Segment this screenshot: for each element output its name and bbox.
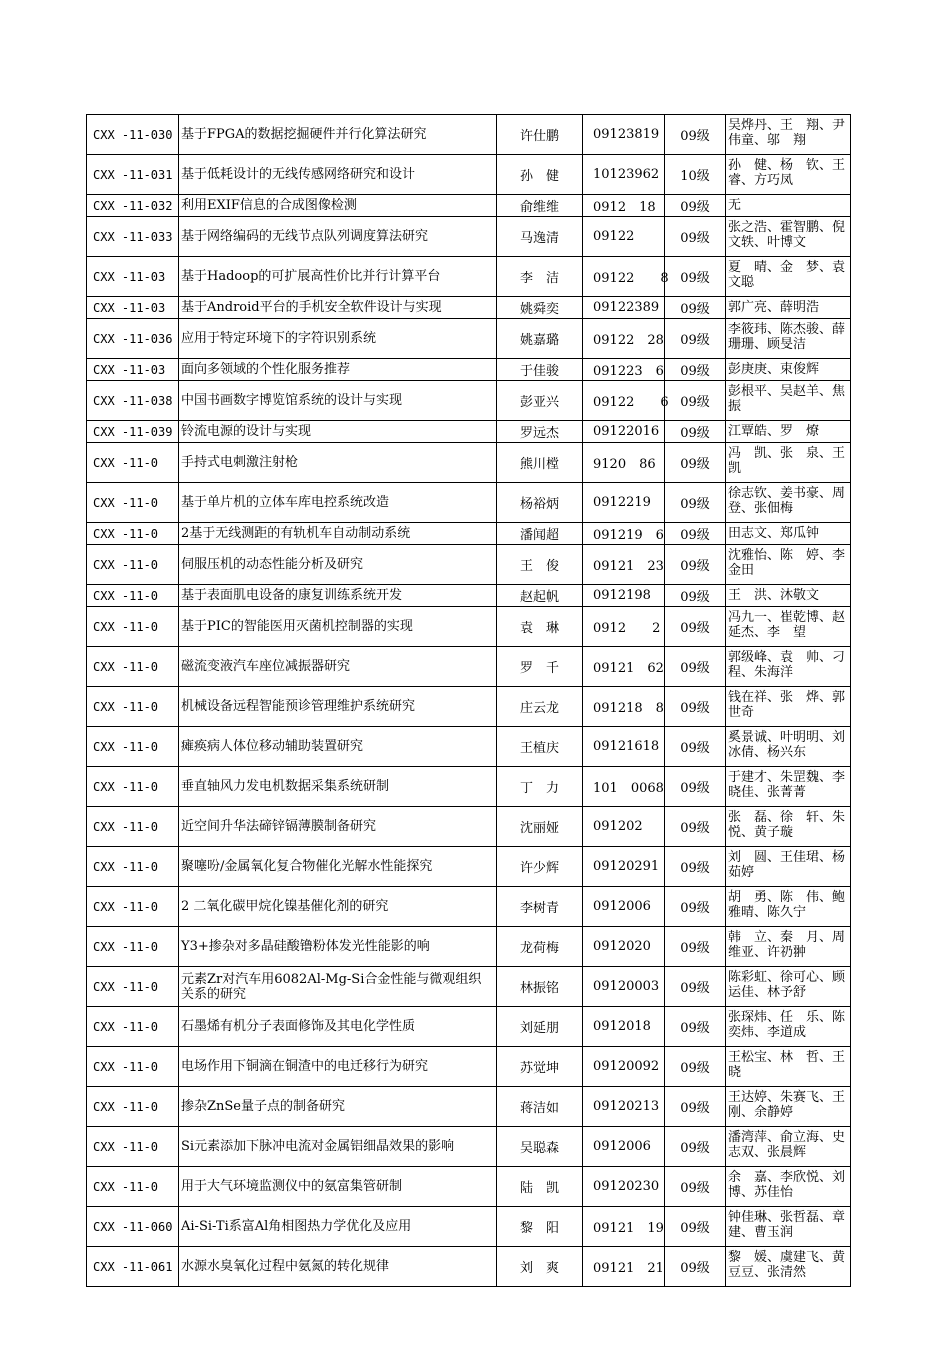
table-row xyxy=(87,967,851,1007)
team-members-cell: 徐志钦、姜书豪、周 登、张佃梅 xyxy=(726,483,851,523)
project-title-cell: 铃流电源的设计与实现 xyxy=(179,421,497,443)
project-id-cell: CXX -11-0 xyxy=(87,807,179,847)
team-members-cell: 奚景诚、叶明明、刘冰倩、杨兴东 xyxy=(726,727,851,767)
team-members-cell: 江覃皓、罗 燎 xyxy=(726,421,851,443)
project-id-cell: CXX -11-0 xyxy=(87,687,179,727)
project-id-cell: CXX -11-0 xyxy=(87,1167,179,1207)
project-title-cell: 基于网络编码的无线节点队列调度算法研究 xyxy=(179,217,497,257)
project-leader-cell: 李树青 xyxy=(497,887,583,927)
project-leader-cell: 彭亚兴 xyxy=(497,381,583,421)
table-row xyxy=(87,607,851,647)
student-number-cell: 09122016 xyxy=(583,421,665,443)
table-row xyxy=(87,421,851,443)
project-id-cell: CXX -11-0 xyxy=(87,1127,179,1167)
grade-cell: 09级 xyxy=(665,687,726,727)
project-leader-cell: 王 俊 xyxy=(497,545,583,585)
project-id-cell: CXX -11-0 xyxy=(87,523,179,545)
grade-cell: 09级 xyxy=(665,257,726,297)
team-members-cell: 沈雅怡、陈 婷、李金田 xyxy=(726,545,851,585)
table-row xyxy=(87,927,851,967)
project-title-cell: 垂直轴风力发电机数据采集系统研制 xyxy=(179,767,497,807)
table-row xyxy=(87,687,851,727)
grade-cell: 09级 xyxy=(665,767,726,807)
team-members-cell: 张 磊、徐 轩、朱 悦、黄子璇 xyxy=(726,807,851,847)
project-title-cell: 水源水臭氧化过程中氨氮的转化规律 xyxy=(179,1247,497,1287)
table-row xyxy=(87,523,851,545)
grade-cell: 09级 xyxy=(665,359,726,381)
grade-cell: 09级 xyxy=(665,545,726,585)
student-number-cell: 0912006 xyxy=(583,887,665,927)
project-title-cell: 伺服压机的动态性能分析及研究 xyxy=(179,545,497,585)
team-members-cell: 胡 勇、陈 伟、鲍雅晴、陈久宁 xyxy=(726,887,851,927)
project-id-cell: CXX -11-03 xyxy=(87,359,179,381)
table-row xyxy=(87,1087,851,1127)
team-members-cell: 钟佳琳、张哲磊、章 建、曹玉润 xyxy=(726,1207,851,1247)
project-id-cell: CXX -11-0 xyxy=(87,1087,179,1127)
team-members-cell: 郭广亮、薛明浩 xyxy=(726,297,851,319)
project-id-cell: CXX -11-0 xyxy=(87,607,179,647)
student-number-cell: 09122 6 xyxy=(583,381,665,421)
table-row xyxy=(87,1167,851,1207)
grade-cell: 09级 xyxy=(665,1207,726,1247)
project-title-cell: 石墨烯有机分子表面修饰及其电化学性质 xyxy=(179,1007,497,1047)
team-members-cell: 余 嘉、李欣悦、刘 博、苏佳怡 xyxy=(726,1167,851,1207)
table-row xyxy=(87,1007,851,1047)
table-row xyxy=(87,727,851,767)
project-leader-cell: 龙荷梅 xyxy=(497,927,583,967)
project-id-cell: CXX -11-0 xyxy=(87,545,179,585)
student-number-cell: 09120092 xyxy=(583,1047,665,1087)
project-title-cell: 掺杂ZnSe量子点的制备研究 xyxy=(179,1087,497,1127)
project-id-cell: CXX -11-032 xyxy=(87,195,179,217)
student-number-cell: 09123819 xyxy=(583,115,665,155)
team-members-cell: 李筱玮、陈杰骏、薛珊珊、顾旻洁 xyxy=(726,319,851,359)
grade-cell: 09级 xyxy=(665,887,726,927)
project-id-cell: CXX -11-0 xyxy=(87,927,179,967)
team-members-cell: 王 洪、沐敬文 xyxy=(726,585,851,607)
project-title-cell: 元素Zr对汽车用6082Al-Mg-Si合金性能与微观组织关系的研究 xyxy=(179,967,497,1007)
student-number-cell: 09121 19 xyxy=(583,1207,665,1247)
grade-cell: 09级 xyxy=(665,847,726,887)
student-number-cell: 09121618 xyxy=(583,727,665,767)
table-row xyxy=(87,195,851,217)
grade-cell: 09级 xyxy=(665,217,726,257)
project-leader-cell: 王植庆 xyxy=(497,727,583,767)
student-number-cell: 0912006 xyxy=(583,1127,665,1167)
grade-cell: 09级 xyxy=(665,607,726,647)
grade-cell: 10级 xyxy=(665,155,726,195)
team-members-cell: 钱在祥、张 烨、郭世奇 xyxy=(726,687,851,727)
grade-cell: 09级 xyxy=(665,585,726,607)
project-leader-cell: 丁 力 xyxy=(497,767,583,807)
team-members-cell: 郭级峰、袁 帅、刁 程、朱海洋 xyxy=(726,647,851,687)
grade-cell: 09级 xyxy=(665,195,726,217)
student-number-cell: 0912 18 xyxy=(583,195,665,217)
student-number-cell: 09122389 xyxy=(583,297,665,319)
project-title-cell: 近空间升华法碲锌镉薄膜制备研究 xyxy=(179,807,497,847)
project-id-cell: CXX -11-0 xyxy=(87,585,179,607)
project-leader-cell: 许少辉 xyxy=(497,847,583,887)
project-id-cell: CXX -11-0 xyxy=(87,1047,179,1087)
project-title-cell: 中国书画数字博览馆系统的设计与实现 xyxy=(179,381,497,421)
table-row xyxy=(87,155,851,195)
student-number-cell: 09122 8 xyxy=(583,257,665,297)
project-leader-cell: 罗 千 xyxy=(497,647,583,687)
project-leader-cell: 刘 爽 xyxy=(497,1247,583,1287)
project-leader-cell: 黎 阳 xyxy=(497,1207,583,1247)
project-leader-cell: 潘闻超 xyxy=(497,523,583,545)
project-title-cell: Y3+掺杂对多晶硅酸镥粉体发光性能影的响 xyxy=(179,927,497,967)
table-row xyxy=(87,359,851,381)
project-leader-cell: 姚舜奕 xyxy=(497,297,583,319)
project-leader-cell: 刘延朋 xyxy=(497,1007,583,1047)
project-leader-cell: 熊川樘 xyxy=(497,443,583,483)
student-number-cell: 09120003 xyxy=(583,967,665,1007)
table-row xyxy=(87,847,851,887)
project-title-cell: 电场作用下铜滴在铜渣中的电迁移行为研究 xyxy=(179,1047,497,1087)
project-id-cell: CXX -11-0 xyxy=(87,727,179,767)
project-leader-cell: 于佳骏 xyxy=(497,359,583,381)
team-members-cell: 王松宝、林 哲、王 晓 xyxy=(726,1047,851,1087)
team-members-cell: 王达婷、朱赛飞、王 刚、余静婷 xyxy=(726,1087,851,1127)
student-number-cell: 091223 6 xyxy=(583,359,665,381)
project-title-cell: 聚噻吩/金属氧化复合物催化光解水性能探究 xyxy=(179,847,497,887)
project-title-cell: 基于表面肌电设备的康复训练系统开发 xyxy=(179,585,497,607)
grade-cell: 09级 xyxy=(665,1247,726,1287)
grade-cell: 09级 xyxy=(665,967,726,1007)
project-leader-cell: 马逸清 xyxy=(497,217,583,257)
grade-cell: 09级 xyxy=(665,297,726,319)
project-title-cell: 机械设备远程智能预诊管理维护系统研究 xyxy=(179,687,497,727)
student-number-cell: 091219 6 xyxy=(583,523,665,545)
table-row xyxy=(87,1047,851,1087)
grade-cell: 09级 xyxy=(665,523,726,545)
project-leader-cell: 吴聪森 xyxy=(497,1127,583,1167)
student-number-cell: 09121 21 xyxy=(583,1247,665,1287)
team-members-cell: 吴烨丹、王 翔、尹伟童、邬 翔 xyxy=(726,115,851,155)
project-title-cell: 基于FPGA的数据挖掘硬件并行化算法研究 xyxy=(179,115,497,155)
project-id-cell: CXX -11-036 xyxy=(87,319,179,359)
team-members-cell: 无 xyxy=(726,195,851,217)
project-leader-cell: 蒋洁如 xyxy=(497,1087,583,1127)
table-row xyxy=(87,585,851,607)
project-id-cell: CXX -11-039 xyxy=(87,421,179,443)
team-members-cell: 张琛炜、任 乐、陈奕炜、李道成 xyxy=(726,1007,851,1047)
table-row xyxy=(87,257,851,297)
project-leader-cell: 袁 琳 xyxy=(497,607,583,647)
project-title-cell: 应用于特定环境下的字符识别系统 xyxy=(179,319,497,359)
project-leader-cell: 孙 健 xyxy=(497,155,583,195)
project-id-cell: CXX -11-03 xyxy=(87,297,179,319)
project-leader-cell: 陆 凯 xyxy=(497,1167,583,1207)
team-members-cell: 刘 圆、王佳珺、杨茹婷 xyxy=(726,847,851,887)
team-members-cell: 张之浩、霍智鹏、倪文轶、叶博文 xyxy=(726,217,851,257)
project-leader-cell: 李 洁 xyxy=(497,257,583,297)
grade-cell: 09级 xyxy=(665,319,726,359)
project-leader-cell: 杨裕炳 xyxy=(497,483,583,523)
project-title-cell: 基于单片机的立体车库电控系统改造 xyxy=(179,483,497,523)
table-row xyxy=(87,381,851,421)
grade-cell: 09级 xyxy=(665,1127,726,1167)
student-number-cell: 9120 86 xyxy=(583,443,665,483)
student-number-cell: 091202 xyxy=(583,807,665,847)
student-number-cell: 09122 28 xyxy=(583,319,665,359)
grade-cell: 09级 xyxy=(665,1167,726,1207)
student-number-cell: 091218 8 xyxy=(583,687,665,727)
grade-cell: 09级 xyxy=(665,443,726,483)
team-members-cell: 冯九一、崔乾博、赵延杰、李 望 xyxy=(726,607,851,647)
project-title-cell: 瘫痪病人体位移动辅助装置研究 xyxy=(179,727,497,767)
project-leader-cell: 赵起帆 xyxy=(497,585,583,607)
project-leader-cell: 沈丽娅 xyxy=(497,807,583,847)
project-id-cell: CXX -11-060 xyxy=(87,1207,179,1247)
table-row xyxy=(87,807,851,847)
team-members-cell: 彭庚庚、束俊辉 xyxy=(726,359,851,381)
student-number-cell: 09122 xyxy=(583,217,665,257)
grade-cell: 09级 xyxy=(665,927,726,967)
project-title-cell: 基于Hadoop的可扩展高性价比并行计算平台 xyxy=(179,257,497,297)
grade-cell: 09级 xyxy=(665,727,726,767)
project-id-cell: CXX -11-0 xyxy=(87,767,179,807)
table-row xyxy=(87,319,851,359)
project-leader-cell: 罗远杰 xyxy=(497,421,583,443)
project-title-cell: 利用EXIF信息的合成图像检测 xyxy=(179,195,497,217)
team-members-cell: 孙 健、杨 钦、王 睿、方巧凤 xyxy=(726,155,851,195)
project-title-cell: Ai-Si-Ti系富Al角相图热力学优化及应用 xyxy=(179,1207,497,1247)
student-number-cell: 09121 23 xyxy=(583,545,665,585)
project-title-cell: 基于Android平台的手机安全软件设计与实现 xyxy=(179,297,497,319)
project-title-cell: 基于低耗设计的无线传感网络研究和设计 xyxy=(179,155,497,195)
team-members-cell: 陈彩虹、徐可心、顾运佳、林予舒 xyxy=(726,967,851,1007)
projects-table-body xyxy=(87,115,859,1287)
table-row xyxy=(87,887,851,927)
grade-cell: 09级 xyxy=(665,483,726,523)
project-leader-cell: 俞维维 xyxy=(497,195,583,217)
grade-cell: 09级 xyxy=(665,115,726,155)
project-title-cell: 2 二氧化碳甲烷化镍基催化剂的研究 xyxy=(179,887,497,927)
project-leader-cell: 林振铭 xyxy=(497,967,583,1007)
team-members-cell: 潘湾萍、俞立海、史志双、张晨辉 xyxy=(726,1127,851,1167)
project-leader-cell: 姚嘉璐 xyxy=(497,319,583,359)
team-members-cell: 冯 凯、张 泉、王 凯 xyxy=(726,443,851,483)
project-leader-cell: 庄云龙 xyxy=(497,687,583,727)
table-row xyxy=(87,483,851,523)
grade-cell: 09级 xyxy=(665,1047,726,1087)
student-number-cell: 0912018 xyxy=(583,1007,665,1047)
team-members-cell: 田志文、郑瓜钟 xyxy=(726,523,851,545)
student-number-cell: 10123962 xyxy=(583,155,665,195)
student-number-cell: 101 0068 xyxy=(583,767,665,807)
grade-cell: 09级 xyxy=(665,1087,726,1127)
project-title-cell: 2基于无线测距的有轨机车自动制动系统 xyxy=(179,523,497,545)
project-id-cell: CXX -11-033 xyxy=(87,217,179,257)
project-title-cell: Si元素添加下脉冲电流对金属铝细晶效果的影响 xyxy=(179,1127,497,1167)
project-title-cell: 手持式电刺激注射枪 xyxy=(179,443,497,483)
student-number-cell: 0912020 xyxy=(583,927,665,967)
table-row xyxy=(87,115,851,155)
project-title-cell: 磁流变液汽车座位减振器研究 xyxy=(179,647,497,687)
project-id-cell: CXX -11-0 xyxy=(87,967,179,1007)
grade-cell: 09级 xyxy=(665,647,726,687)
student-number-cell: 0912198 xyxy=(583,585,665,607)
table-row xyxy=(87,767,851,807)
project-leader-cell: 苏觉坤 xyxy=(497,1047,583,1087)
project-id-cell: CXX -11-038 xyxy=(87,381,179,421)
table-row xyxy=(87,443,851,483)
student-number-cell: 0912 2 xyxy=(583,607,665,647)
project-id-cell: CXX -11-0 xyxy=(87,647,179,687)
grade-cell: 09级 xyxy=(665,807,726,847)
student-number-cell: 0912219 xyxy=(583,483,665,523)
grade-cell: 09级 xyxy=(665,421,726,443)
team-members-cell: 黎 媛、虞建飞、黄豆豆、张清然 xyxy=(726,1247,851,1287)
team-members-cell: 于建才、朱罡魏、李晓佳、张菁菁 xyxy=(726,767,851,807)
project-title-cell: 用于大气环境监测仪中的氨富集管研制 xyxy=(179,1167,497,1207)
table-row xyxy=(87,1127,851,1167)
project-id-cell: CXX -11-0 xyxy=(87,443,179,483)
table-row xyxy=(87,1207,851,1247)
student-number-cell: 09120230 xyxy=(583,1167,665,1207)
team-members-cell: 夏 晴、金 梦、袁文聪 xyxy=(726,257,851,297)
project-leader-cell: 许仕鹏 xyxy=(497,115,583,155)
project-id-cell: CXX -11-0 xyxy=(87,1007,179,1047)
table-row xyxy=(87,297,851,319)
project-title-cell: 基于PIC的智能医用灭菌机控制器的实现 xyxy=(179,607,497,647)
project-id-cell: CXX -11-031 xyxy=(87,155,179,195)
table-row xyxy=(87,217,851,257)
project-id-cell: CXX -11-0 xyxy=(87,847,179,887)
grade-cell: 09级 xyxy=(665,381,726,421)
table-row xyxy=(87,647,851,687)
project-title-cell: 面向多领域的个性化服务推荐 xyxy=(179,359,497,381)
table-row xyxy=(87,545,851,585)
project-id-cell: CXX -11-0 xyxy=(87,887,179,927)
grade-cell: 09级 xyxy=(665,1007,726,1047)
project-id-cell: CXX -11-061 xyxy=(87,1247,179,1287)
projects-table xyxy=(86,114,859,1287)
student-number-cell: 09121 62 xyxy=(583,647,665,687)
table-row xyxy=(87,1247,851,1287)
student-number-cell: 09120213 xyxy=(583,1087,665,1127)
team-members-cell: 韩 立、秦 月、周维亚、许礽翀 xyxy=(726,927,851,967)
project-id-cell: CXX -11-03 xyxy=(87,257,179,297)
team-members-cell: 彭根平、吴赵羊、焦 振 xyxy=(726,381,851,421)
student-number-cell: 09120291 xyxy=(583,847,665,887)
project-id-cell: CXX -11-030 xyxy=(87,115,179,155)
project-id-cell: CXX -11-0 xyxy=(87,483,179,523)
